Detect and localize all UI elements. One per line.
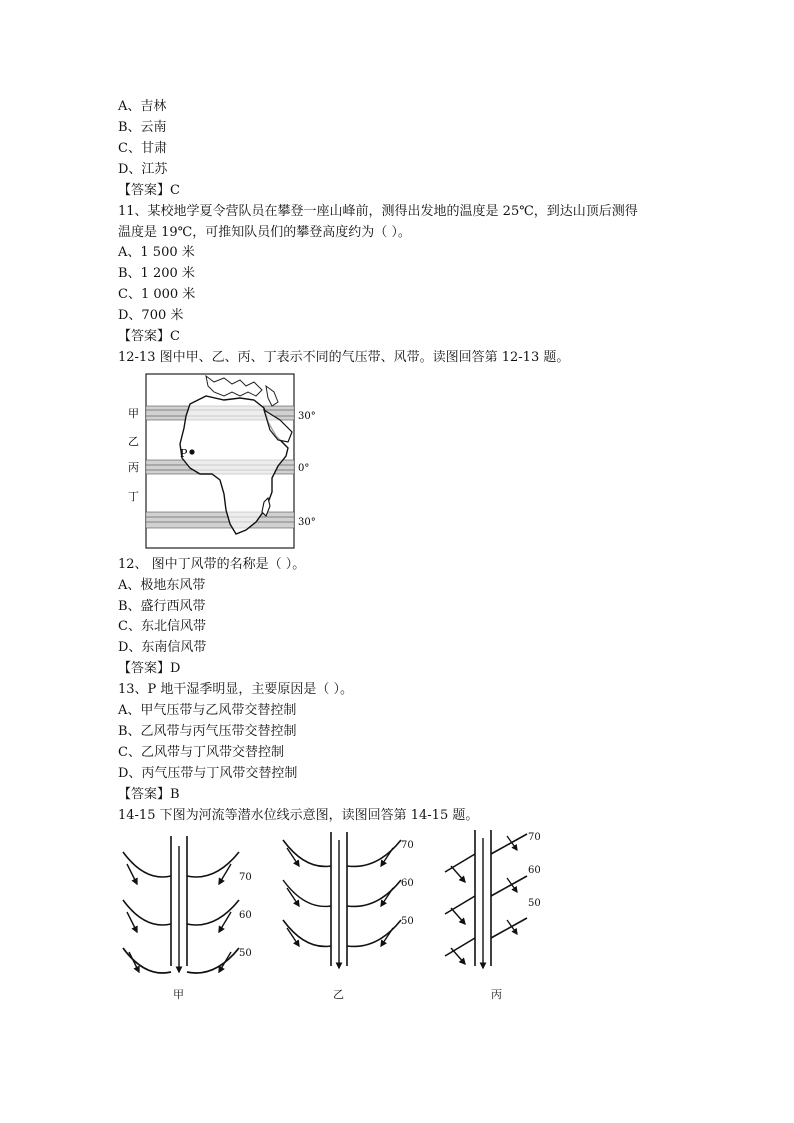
q10-option-a: A、吉林: [118, 99, 167, 114]
q12-option-d: D、东南信风带: [118, 640, 207, 655]
q12-13-intro: 12-13 图中甲、乙、丙、丁表示不同的气压带、风带。读图回答第 12-13 题。: [118, 350, 570, 365]
flow-arrow: [129, 952, 139, 972]
diagram-label-yi: 乙: [333, 988, 344, 1001]
lat-label-30s: 30°: [298, 517, 316, 528]
jia-contour-70: 70: [239, 872, 252, 883]
q13-option-a: A、甲气压带与乙风带交替控制: [118, 703, 297, 718]
q11-option-a: A、1 500 米: [118, 245, 195, 260]
contour-60-left: [123, 900, 171, 925]
diagram-label-bing: 丙: [491, 988, 502, 1001]
flow-arrow: [451, 908, 465, 924]
flow-arrow: [507, 920, 517, 934]
q11-option-c: C、1 000 米: [118, 287, 196, 302]
lat-label-0: 0°: [298, 463, 310, 474]
q12-stem: 12、 图中丁风带的名称是（ ）。: [118, 557, 306, 572]
q13-option-c: C、乙风带与丁风带交替控制: [118, 745, 284, 760]
q12-option-c: C、东北信风带: [118, 619, 206, 634]
q13-answer: 【答案】B: [118, 787, 180, 802]
q11-option-d: D、700 米: [118, 308, 184, 323]
q11-answer: 【答案】C: [118, 329, 180, 344]
flow-arrow: [127, 864, 137, 884]
flow-arrow: [507, 836, 517, 850]
q14-15-intro: 14-15 下图为河流等潜水位线示意图，读图回答第 14-15 题。: [118, 808, 479, 823]
point-p-marker: [189, 449, 194, 454]
africa-belts-map: [128, 370, 328, 552]
q11-option-b: B、1 200 米: [118, 266, 195, 281]
contour-50-right: [491, 918, 527, 938]
yi-contour-70: 70: [401, 840, 414, 851]
belt-label-yi: 乙: [128, 435, 139, 448]
bing-contour-50: 50: [528, 898, 541, 909]
lat-label-30n: 30°: [298, 411, 316, 422]
q13-option-d: D、丙气压带与丁风带交替控制: [118, 766, 298, 781]
flow-arrow: [127, 912, 137, 932]
diagram-jia: [123, 836, 239, 973]
belt-label-bing: 丙: [128, 461, 139, 474]
point-p-label: P: [180, 447, 188, 460]
flow-arrow: [451, 866, 465, 882]
contour-60-right: [491, 876, 527, 896]
q12-answer: 【答案】D: [118, 661, 181, 676]
diagram-yi: [283, 832, 401, 968]
yi-contour-60: 60: [401, 878, 414, 889]
jia-contour-50: 50: [239, 948, 252, 959]
diagram-label-jia: 甲: [173, 988, 184, 1001]
bing-contour-70: 70: [528, 832, 541, 843]
belt-label-jia: 甲: [128, 407, 139, 420]
contour-70-right: [491, 834, 527, 854]
q13-stem: 13、P 地干湿季明显，主要原因是（ ）。: [118, 682, 354, 697]
contour-50-left: [445, 938, 475, 956]
q11-stem-line2: 温度是 19℃，可推知队员们的攀登高度约为（ ）。: [118, 225, 411, 240]
jia-contour-60: 60: [239, 910, 252, 921]
q12-option-a: A、极地东风带: [118, 578, 206, 593]
flow-arrow: [219, 952, 231, 972]
contour-70-right: [347, 840, 401, 866]
contour-70-left: [123, 852, 171, 877]
q10-option-c: C、甘肃: [118, 141, 167, 156]
q13-option-b: B、乙风带与丙气压带交替控制: [118, 724, 297, 739]
q12-option-b: B、盛行西风带: [118, 599, 206, 614]
contour-60-left: [445, 896, 475, 914]
belt-label-ding: 丁: [128, 490, 139, 503]
q10-answer: 【答案】C: [118, 183, 180, 198]
bing-contour-60: 60: [528, 865, 541, 876]
contour-50-right: [187, 948, 239, 973]
contour-70-left: [445, 854, 475, 872]
q11-stem-line1: 11、某校地学夏令营队员在攀登一座山峰前，测得出发地的温度是 25℃，到达山顶后测得: [118, 204, 638, 219]
diagram-bing: [445, 830, 527, 968]
flow-arrow: [507, 878, 517, 892]
contour-60-right: [347, 880, 401, 906]
q10-option-b: B、云南: [118, 120, 167, 135]
flow-arrow: [451, 948, 465, 964]
q10-option-d: D、江苏: [118, 162, 168, 177]
yi-contour-50: 50: [401, 916, 414, 927]
contour-50-left: [123, 948, 171, 973]
contour-50-right: [347, 920, 401, 946]
groundwater-contour-diagrams: [115, 826, 555, 1006]
